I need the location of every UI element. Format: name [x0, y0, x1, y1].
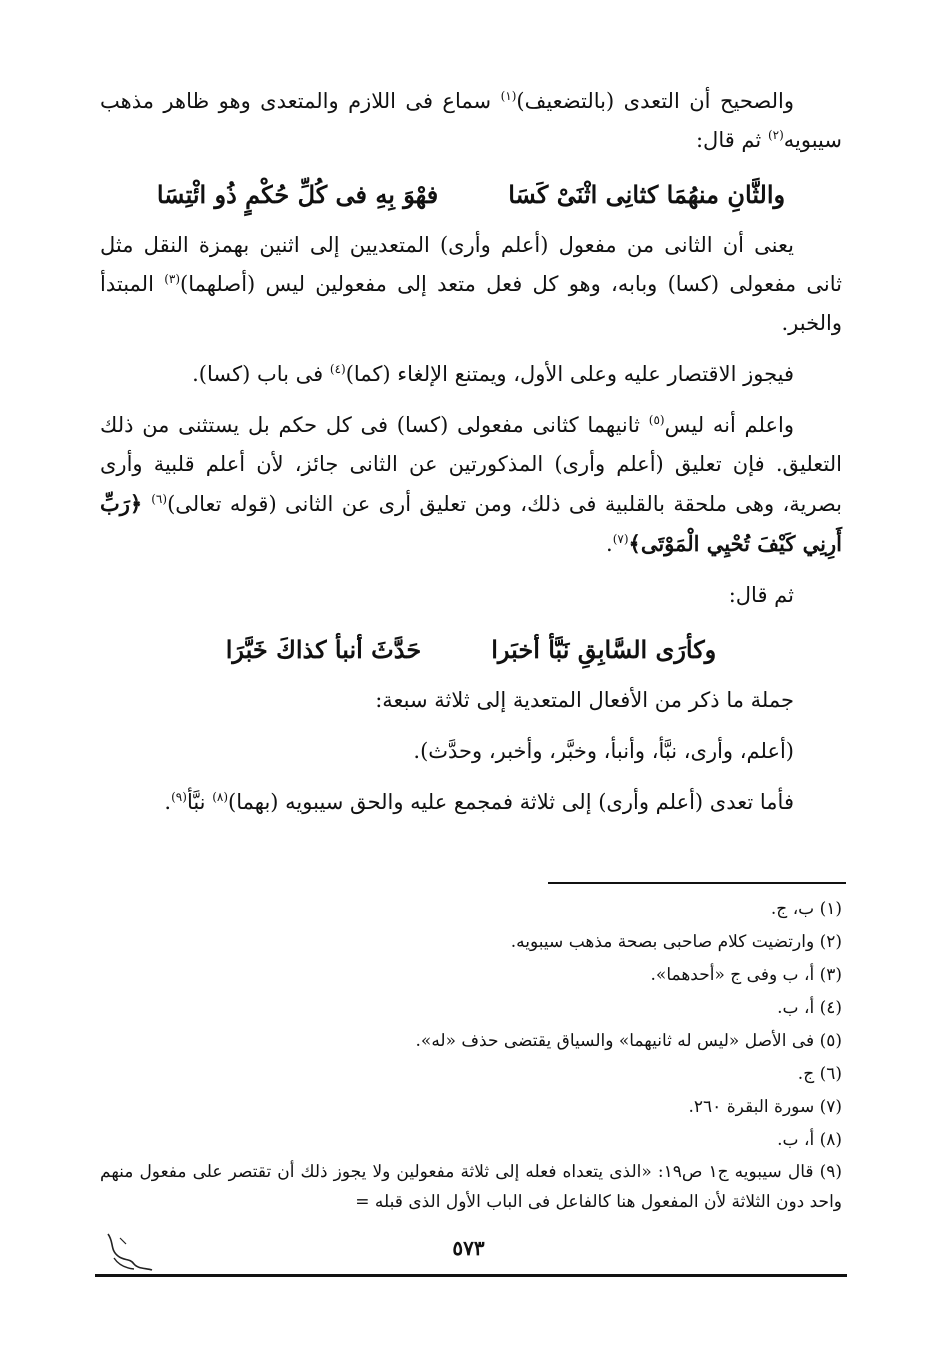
footnote-ref[interactable]: (٧)	[612, 532, 629, 546]
paragraph-text: ثم قال:	[695, 128, 768, 152]
verse-hemistich-right: وكأرَى السَّابِقِ نَبَّأ أخبَرا	[491, 635, 717, 664]
paragraph-4	[100, 406, 842, 564]
footnote-ref[interactable]: (٨)	[212, 790, 229, 804]
paragraph-8	[100, 783, 842, 822]
footnote-7: (٧) سورة البقرة ٢٦٠.	[688, 1097, 842, 1117]
footnote-6: (٦) ج.	[797, 1064, 842, 1084]
paragraph-text: .	[606, 532, 613, 556]
verse-1	[100, 172, 842, 218]
verse-hemistich-right: والثَّانِ منهُمَا كثانِى اثْنَىْ كَسَا	[508, 180, 786, 209]
paragraph-text: .	[164, 790, 172, 814]
footnote-4: (٤) أ، ب.	[777, 998, 842, 1018]
paragraph-text: فأما تعدى (أعلم وأرى) إلى ثلاثة فمجمع عليه والحق سيبويه (بهما)	[228, 790, 794, 814]
footnote-2: (٢) وارتضيت كلام صاحبى بصحة مذهب سيبويه.	[510, 932, 842, 952]
footnote-ref[interactable]: (٥)	[648, 413, 665, 427]
footnote-1: (١) ب، ج.	[770, 899, 842, 919]
paragraph-text: ثم قال:	[728, 583, 794, 607]
paragraph-text: جملة ما ذكر من الأفعال المتعدية إلى ثلاثة سبعة:	[375, 688, 794, 712]
footnote-5: (٥) فى الأصل «ليس له ثانيهما» والسياق يقتضى حذف «له».	[415, 1031, 842, 1051]
verse-2	[100, 627, 842, 673]
footnote-ref[interactable]: (٢)	[767, 128, 784, 142]
footnote-ref[interactable]: (١)	[500, 89, 517, 103]
paragraph-text: فى باب (كسا).	[192, 362, 330, 386]
paragraph-2	[100, 226, 842, 343]
footnote-9: (٩) قال سيبويه ج١ ص١٩: «الذى يتعداه فعله إلى ثلاثة مفعولين ولا يجوز ذلك أن تقتصر على مفعول منهم واحد دون الثلاثة لأن المفعول هنا كالفاعل فى الباب الأول الذى قبله =	[100, 1162, 843, 1212]
paragraph-text: المبتدأ والخبر.	[100, 272, 842, 335]
paragraph-1	[100, 82, 842, 160]
paragraph-5	[100, 576, 842, 615]
paragraph-text: يعنى أن الثانى من مفعول (أعلم وأرى) المتعديين إلى اثنين بهمزة النقل مثل ثانى مفعولى (كسا) وبابه، وهو كل فعل متعد إلى مفعولين ليس (أصلهما)	[100, 233, 842, 296]
footnote-ref[interactable]: (٤)	[329, 362, 346, 376]
footnote-3: (٣) أ، ب وفى ج «أحدهما».	[650, 965, 842, 985]
paragraph-text: (أعلم، وأرى، نبَّأ، وأنبأ، وخبَّر، وأخبر، وحدَّث).	[413, 739, 794, 763]
footnotes	[100, 893, 842, 1217]
paragraph-text: نبَّأ	[186, 790, 213, 814]
paragraph-text: ثانيهما كثانى مفعولى (كسا) فى كل حكم بل يستثنى من ذلك التعليق. فإن تعليق (أعلم وأرى) المذكورتين عن الثانى جائز، لأن أعلم قلبية وأرى بصرية، وهى ملحقة بالقلبية فى ذلك، ومن تعليق أرى عن الثانى (قوله تعالى)	[100, 413, 842, 516]
footnote-ref[interactable]: (٩)	[171, 790, 187, 804]
paragraph-3	[100, 355, 842, 394]
paragraph-text: سماع فى اللازم والمتعدى وهو ظاهر مذهب سيبويه	[100, 89, 842, 152]
footnote-ref[interactable]: (٣)	[164, 272, 181, 286]
paragraph-7	[100, 732, 842, 771]
bottom-rule	[95, 1274, 847, 1277]
footnote-separator	[548, 882, 846, 884]
verse-hemistich-left: حَدَّثَ أنبأ كذاكَ خَبَّرَا	[225, 635, 422, 664]
paragraph-6	[100, 681, 842, 720]
page-number: ٥٧٣	[452, 1236, 485, 1260]
paragraph-text: والصحيح أن التعدى (بالتضعيف)	[516, 89, 794, 113]
paragraph-text: واعلم أنه ليس	[664, 413, 794, 437]
footnote-ref[interactable]: (٦)	[151, 492, 168, 506]
verse-hemistich-left: فهْوَ بِهِ فى كُلِّ حُكْمٍ ذُو ائْتِسَا	[156, 180, 439, 209]
quran-quote: ﴿رَبِّ أَرِنِي كَيْفَ تُحْيِي الْمَوْتَى﴾	[100, 491, 842, 556]
paragraph-text: فيجوز الاقتصار عليه وعلى الأول، ويمتنع الإلغاء (كما)	[345, 362, 794, 386]
footnote-8: (٨) أ، ب.	[777, 1130, 842, 1150]
main-text	[100, 82, 842, 834]
